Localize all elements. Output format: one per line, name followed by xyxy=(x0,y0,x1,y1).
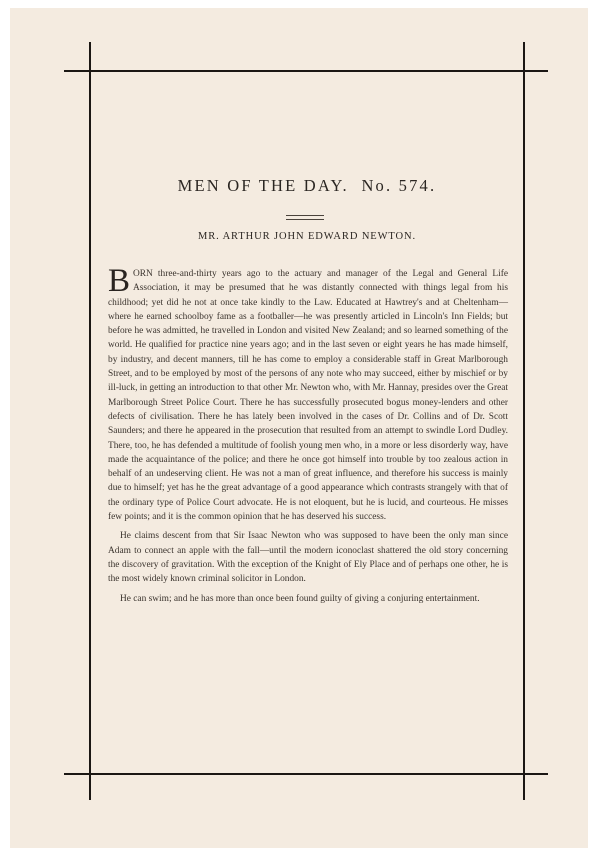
border-left-rule xyxy=(89,42,91,800)
drop-cap: B xyxy=(108,263,131,299)
paragraph-3: He can swim; and he has more than once been found guilty of giving a conjuring entertainment. xyxy=(120,593,480,604)
paragraph-1-text: ORN three-and-thirty years ago to the actuary and manager of the Legal and General Life Association, it may be presumed that he was distantly connected with things legal from his childhood; yet did he not at once take kindly to the Law. Educated at Hawtrey's and at Cheltenham—where he earned schoolboy fame as a footballer—he was presently articled in Lincoln's Inn Fields; but before he was admitted, he travelled in London and visited New Zealand; and so learned something of the world. He qualified for practice nine years ago; and in the last seven or eight years he has made himself, by industry, and decent manners, till he has come to employ a considerable staff in Great Marlborough Street, and to be employed by most of the persons of any note who may succeed, either by mischief or by ill-luck, in getting an introduction to that other Mr. Newton who, with Mr. Hannay, presides over the Great Marlborough Street Police Court. There he has successfully prosecuted bogus money-lenders and other defects of civilisation. There he has lately been involved in the cases of Dr. Collins and of Dr. Scott Saunders; and there he appeared in the prosecution that resulted from an attempt to swindle Lord Dudley. There, too, he has defended a multitude of foolish young men who, in a more or less disorderly way, have made the acquaintance of the police; and there he once got himself into trouble by too zealous action in behalf of an undeserving client. He was not a man of great influence, and therefore his success is mainly due to himself; yet has he the great advantage of a good appearance which contrasts strangely with that of the ordinary type of Police Court advocate. He is not eloquent, but he is lucid, and courteous. He misses few points; and it is the common opinion that he has deserved his success. xyxy=(108,269,508,523)
border-right-rule xyxy=(523,42,525,800)
subject-name: MR. ARTHUR JOHN EDWARD NEWTON. xyxy=(197,231,417,242)
paragraph-1 xyxy=(108,263,508,524)
title-divider-top xyxy=(286,215,324,216)
title-heading: MEN OF THE DAY. xyxy=(177,176,349,195)
title-number: No. 574. xyxy=(361,176,437,195)
title-divider-bottom xyxy=(286,219,324,220)
border-bottom-rule xyxy=(64,773,548,775)
page-title xyxy=(90,176,524,196)
paragraph-2: He claims descent from that Sir Isaac Newton who was supposed to have been the only man since Adam to connect an apple with the fall—until the modern iconoclast shattered the old story concerning the discovery of gravitation. With the exception of the Knight of Ely Place and of perhaps one other, he is the most widely known criminal solicitor in London. xyxy=(108,531,508,585)
article-body xyxy=(108,263,508,611)
border-top-rule xyxy=(64,70,548,72)
